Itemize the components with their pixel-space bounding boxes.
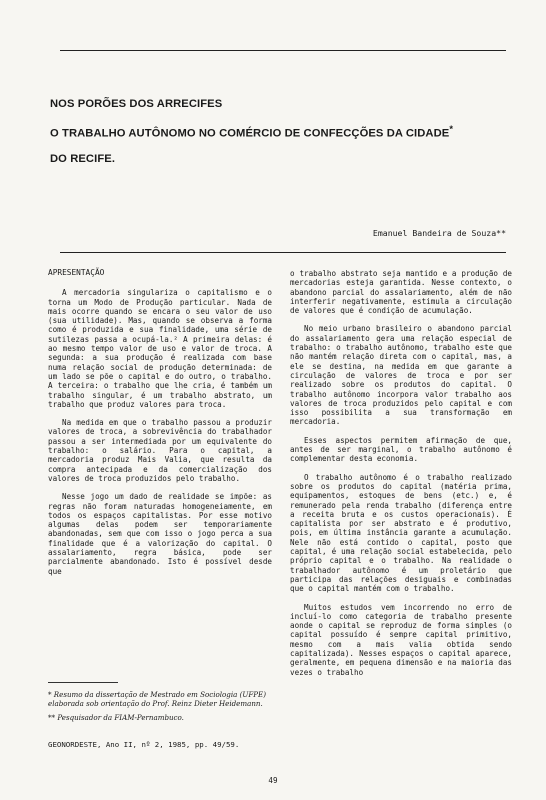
section-heading: APRESENTAÇÃO: [48, 268, 105, 277]
source-citation: GEONORDESTE, Ano II, nº 2, 1985, pp. 49/59.: [48, 740, 240, 749]
paragraph: O trabalho autônomo é o trabalho realizado sobre os produtos do capital (matéria prima, equipamentos, estoques de bens (etc.) e, é remunerado pela renda trabalho (diferença entre a receita bruta e os custos operacionais). É capitalista por ser abstrato e é produtivo, pois, em última instância garante a acumulação. Nele não está contido o capital, posto que capital, é uma relação social estabelecida, pelo próprio capital e o trabalho. Na realidade o trabalhador autônomo é um proletário que participa das relações desiguais e combinadas que o capital mantém com o trabalho.: [290, 472, 512, 594]
footnote-rule: [48, 682, 118, 683]
title-line-1: NOS PORÕES DOS ARRECIFES: [50, 98, 223, 110]
page-number: 49: [268, 776, 278, 785]
section-rule: [60, 252, 506, 253]
paragraph: Na medida em que o trabalho passou a produzir valores de troca, a sobrevivência do trabalhador passou a ser intermediada por um equivalente do trabalho: o salário. Para o capital, a mercadoria produz Mais Valia, que resulta da compra antecipada e da comercialização dos valores de troca produzidos pelo trabalho.: [48, 418, 272, 483]
top-rule: [60, 50, 506, 51]
title-line-3: DO RECIFE.: [50, 152, 116, 165]
footnote: * Resumo da dissertação de Mestrado em Sociologia (UFPE) elaborada sob orientação do Prof. Reinz Dieter Heidemann.: [48, 690, 266, 708]
title-footnote-mark: *: [449, 124, 454, 134]
paragraph: No meio urbano brasileiro o abandono parcial do assalariamento gera uma relação especial de trabalho: o trabalho autônomo, trabalho este que não mantém relação direta com o capital, mas, a ele se destina, na medida em que garante a circulação de valores de troca e por ser realizado sobre os produtos do capital. O trabalho autônomo incorpora valor trabalho aos valores de troca produzidos pelo capital e com isso possibilita a sua transformação em mercadoria.: [290, 324, 512, 427]
left-column: [48, 268, 272, 585]
title-line-2: O TRABALHO AUTÔNOMO NO COMÉRCIO DE CONFECÇÕES DA CIDADE*: [50, 124, 454, 140]
paragraph: Nesse jogo um dado de realidade se impõe: as regras não foram naturadas homogeneiamente, em todos os espaços capitalistas. Por esse motivo algumas delas podem ser temporariamente abandonadas, sem que com isso o jogo perca a sua finalidade que é a valorização do capital. O assalariamento, regra básica, pode ser parcialmente abandonado. Isto é possível desde que: [48, 492, 272, 576]
paragraph: A mercadoria singulariza o capitalismo e o torna um Modo de Produção particular. Nada de mais ocorre quando se encara o seu valor de uso (sua utilidade). Mas, quando se observa a forma como é produzida e sua finalidade, uma série de sutilezas passa a ocupá-la.² A primeira delas: é ao mesmo tempo valor de uso e valor de troca. A segunda: a sua produção é realizada com base numa relação social de produção determinada: de um lado se põe o capital e do outro, o trabalho. A terceira: o trabalho que lhe cria, é também um trabalho singular, é um trabalho abstrato, um trabalho que produz valores para troca.: [48, 288, 272, 409]
paragraph: Muitos estudos vem incorrendo no erro de incluí-lo como categoria de trabalho presente aonde o capital se reproduz de forma simples (o capital possuído é sempre capital primitivo, mesmo com a mais valia obtida sendo capitalizada). Nesses espaços o capital aparece, geralmente, em pequena dimensão e na maioria das vezes o trabalho: [290, 602, 512, 677]
paragraph: o trabalho abstrato seja mantido e a produção de mercadorias esteja garantida. Nesse contexto, o abandono parcial do assalariamento, além de não interferir negativamente, estimula a circulação de valores que é condição de acumulação.: [290, 269, 512, 316]
right-column: [290, 269, 512, 686]
footnotes: [48, 690, 276, 727]
footnote: ** Pesquisador da FIAM-Pernambuco.: [48, 713, 184, 722]
paragraph: Esses aspectos permitem afirmação de que, antes de ser marginal, o trabalho autônomo é complementar desta economia.: [290, 435, 512, 464]
article-title: [50, 92, 520, 172]
author-name: Emanuel Bandeira de Souza**: [372, 228, 506, 238]
